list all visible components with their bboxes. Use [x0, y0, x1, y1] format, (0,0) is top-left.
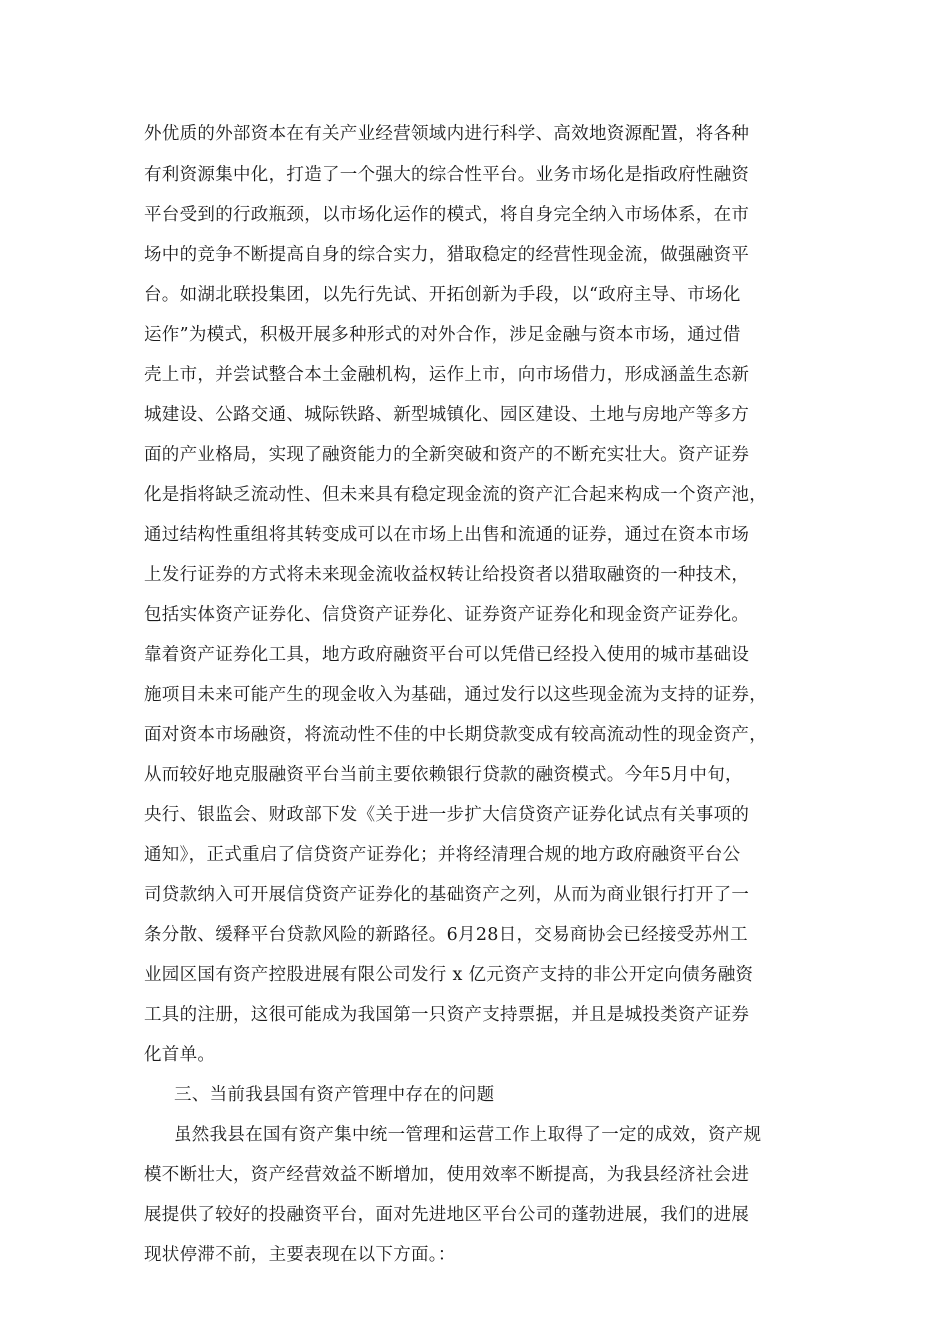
paragraph-1-line: 业园区国有资产控股进展有限公司发行 x 亿元资产支持的非公开定向债务融资 [144, 965, 754, 985]
section-heading: 三、当前我县国有资产管理中存在的问题 [174, 1085, 495, 1105]
paragraph-1-line: 包括实体资产证券化、信贷资产证券化、证券资产证券化和现金资产证券化。 [144, 605, 750, 625]
paragraph-1-line: 从而较好地克服融资平台当前主要依赖银行贷款的融资模式。今年5月中旬， [144, 765, 743, 785]
paragraph-1-line: 工具的注册，这很可能成为我国第一只资产支持票据，并且是城投类资产证券 [144, 1005, 750, 1025]
paragraph-1-line: 通知》，正式重启了信贷资产证券化；并将经清理合规的地方政府融资平台公 [144, 845, 741, 865]
paragraph-1-line: 化是指将缺乏流动性、但未来具有稳定现金流的资产汇合起来构成一个资产池， [144, 485, 767, 505]
paragraph-1-line: 运作”为模式，积极开展多种形式的对外合作，涉足金融与资本市场，通过借 [144, 325, 741, 345]
paragraph-1-line: 化首单。 [144, 1045, 216, 1065]
paragraph-1-line: 平台受到的行政瓶颈，以市场化运作的模式，将自身完全纳入市场体系，在市 [144, 205, 750, 225]
paragraph-2-line: 展提供了较好的投融资平台，面对先进地区平台公司的蓬勃进展，我们的进展 [144, 1205, 750, 1225]
paragraph-2-line: 现状停滞不前，主要表现在以下方面。： [144, 1245, 456, 1265]
paragraph-2-line: 虽然我县在国有资产集中统一管理和运营工作上取得了一定的成效，资产规 [174, 1125, 762, 1145]
paragraph-1-line: 靠着资产证券化工具，地方政府融资平台可以凭借已经投入使用的城市基础设 [144, 645, 750, 665]
body-text [144, 0, 804, 1344]
paragraph-1-line: 上发行证券的方式将未来现金流收益权转让给投资者以猎取融资的一种技术， [144, 565, 750, 585]
paragraph-2-line: 模不断壮大，资产经营效益不断增加，使用效率不断提高，为我县经济社会进 [144, 1165, 750, 1185]
paragraph-1-line: 施项目未来可能产生的现金收入为基础，通过发行以这些现金流为支持的证券， [144, 685, 767, 705]
paragraph-1-line: 有利资源集中化，打造了一个强大的综合性平台。业务市场化是指政府性融资 [144, 165, 750, 185]
paragraph-1-line: 央行、银监会、财政部下发《关于进一步扩大信贷资产证券化试点有关事项的 [144, 805, 750, 825]
paragraph-1-line: 条分散、缓释平台贷款风险的新路径。6月28日，交易商协会已经接受苏州工 [144, 925, 748, 945]
paragraph-1-line: 城建设、公路交通、城际铁路、新型城镇化、园区建设、土地与房地产等多方 [144, 405, 750, 425]
paragraph-1-line: 壳上市，并尝试整合本土金融机构，运作上市，向市场借力，形成涵盖生态新 [144, 365, 750, 385]
paragraph-1-line: 外优质的外部资本在有关产业经营领域内进行科学、高效地资源配置，将各种 [144, 124, 750, 144]
paragraph-1-line: 面的产业格局，实现了融资能力的全新突破和资产的不断充实壮大。资产证券 [144, 445, 750, 465]
paragraph-1-line: 场中的竞争不断提高自身的综合实力，猎取稳定的经营性现金流，做强融资平 [144, 245, 750, 265]
paragraph-1-line: 通过结构性重组将其转变成可以在市场上出售和流通的证券，通过在资本市场 [144, 525, 750, 545]
paragraph-1-line: 台。如湖北联投集团，以先行先试、开拓创新为手段，以“政府主导、市场化 [144, 285, 741, 305]
paragraph-1-line: 面对资本市场融资，将流动性不佳的中长期贷款变成有较高流动性的现金资产， [144, 725, 767, 745]
paragraph-1-line: 司贷款纳入可开展信贷资产证券化的基础资产之列，从而为商业银行打开了一 [144, 885, 750, 905]
